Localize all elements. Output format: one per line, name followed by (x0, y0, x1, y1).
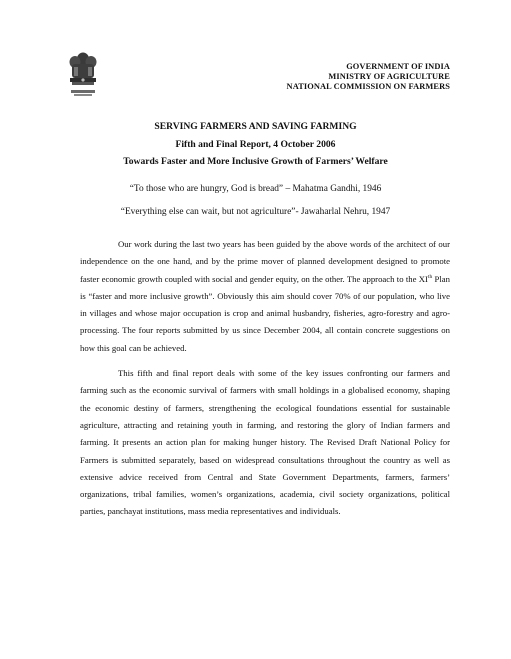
paragraph-1-part-1: Our work during the last two years has been guided by the above words of the architect of our independence on the one hand, and by the prime mover of planned development designed to promote faster economic growth coupled with social and gender equity, on the other. The approach to the XI (80, 239, 450, 284)
report-body (80, 236, 450, 529)
epigraphs (0, 183, 511, 229)
paragraph-1-part-2: Plan is “faster and more inclusive growth”. Obviously this aim should cover 70% of our population, who live in villages and whose major occupation is crop and animal husbandry, fisheries, agro-forestry and agro-processing. The four reports submitted by us since December 2004, all contain concrete suggestions on how this goal can be achieved. (80, 273, 450, 353)
ministry-header (220, 62, 450, 92)
state-emblem-icon (66, 50, 100, 100)
quote-nehru: “Everything else can wait, but not agriculture”- Jawaharlal Nehru, 1947 (120, 207, 391, 217)
quote-gandhi: “To those who are hungry, God is bread” – Mahatma Gandhi, 1946 (129, 184, 382, 194)
header-line-ministry: MINISTRY OF AGRICULTURE (328, 72, 450, 81)
paragraph-2: This fifth and final report deals with some of the key issues confronting our farmers and farming such as the economic survival of farmers with small holdings in a globalised economy, shaping the economic destiny of farmers, strengthening the ecological foundations essential for sustainable agriculture, attracting and retaining youth in farming, and restoring the glory of Indian farmers and farming. It presents an action plan for making hunger history. The Revised Draft National Policy for Farmers is submitted separately, based on widespread consultations throughout the country as well as extensive advice received from Central and State Government Departments, farmers, farmers’ organizations, tribal families, women’s organizations, academia, civil society organizations, political parties, panchayat institutions, mass media representatives and individuals. (80, 368, 450, 517)
ordinal-suffix: th (427, 273, 433, 280)
report-title: SERVING FARMERS AND SAVING FARMING (154, 121, 357, 132)
report-theme: Towards Faster and More Inclusive Growth of Farmers’ Welfare (123, 156, 388, 167)
paragraph-1 (80, 236, 450, 357)
header-line-commission: NATIONAL COMMISSION ON FARMERS (286, 82, 450, 91)
header-line-government: GOVERNMENT OF INDIA (346, 62, 450, 71)
report-titles (0, 118, 511, 171)
report-subtitle: Fifth and Final Report, 4 October 2006 (175, 138, 336, 150)
